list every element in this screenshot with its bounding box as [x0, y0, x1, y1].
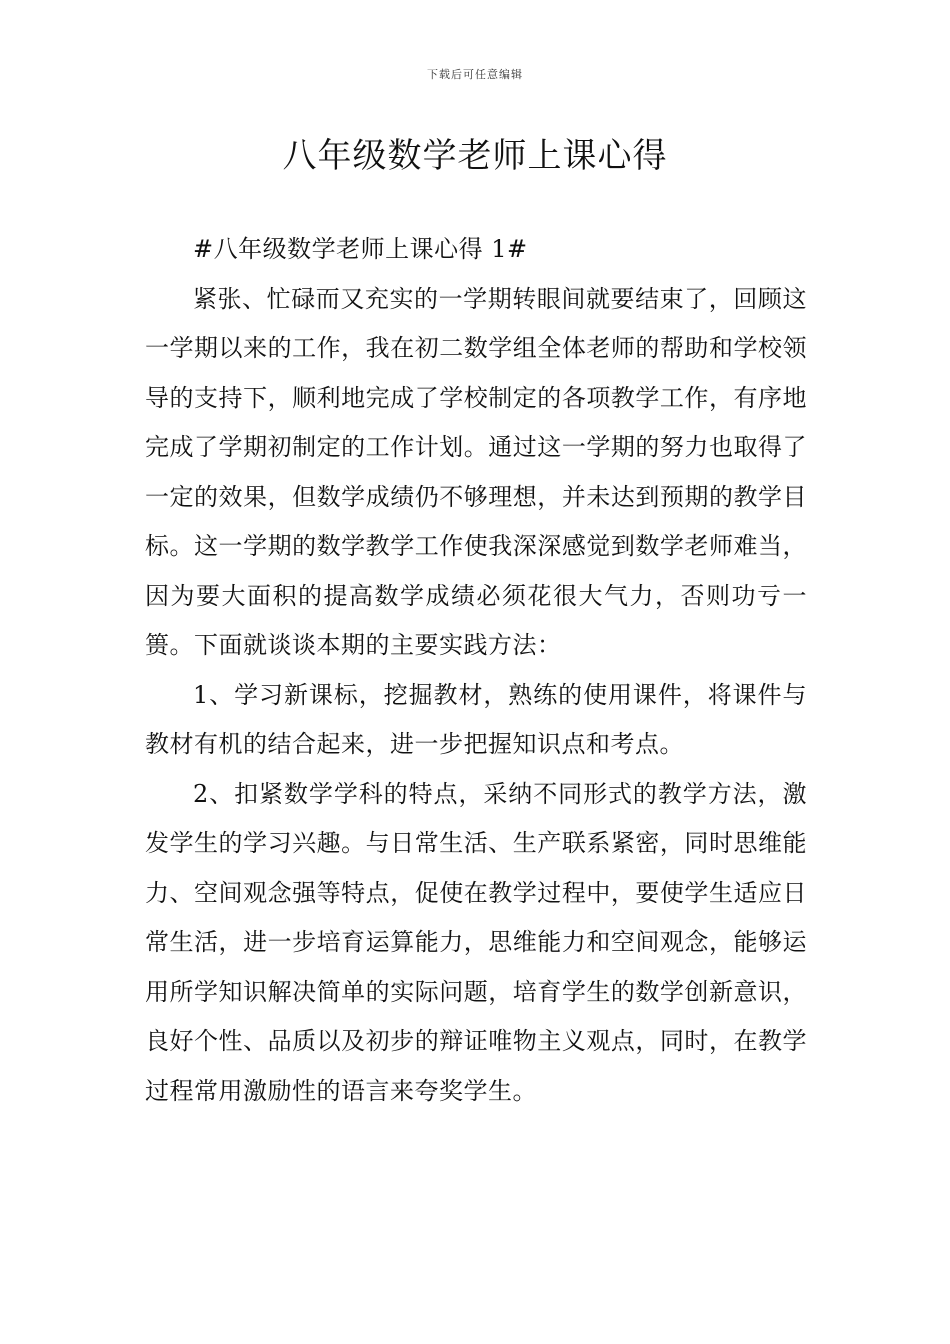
body-paragraph: 1、学习新课标，挖掘教材，熟练的使用课件，将课件与教材有机的结合起来，进一步把握知识点和考点。	[145, 680, 807, 758]
document-body	[145, 225, 807, 1116]
header-note: 下载后可任意编辑	[427, 68, 523, 81]
body-paragraph: 紧张、忙碌而又充实的一学期转眼间就要结束了，回顾这一学期以来的工作，我在初二数学组全体老师的帮助和学校领导的支持下，顺利地完成了学校制定的各项教学工作，有序地完成了学期初制定的工作计划。通过这一学期的努力也取得了一定的效果，但数学成绩仍不够理想，并未达到预期的教学目标。这一学期的数学教学工作使我深深感觉到数学老师难当，因为要大面积的提高数学成绩必须花很大气力，否则功亏一篑。下面就谈谈本期的主要实践方法：	[145, 284, 807, 659]
body-paragraph: 2、扣紧数学学科的特点，采纳不同形式的教学方法，激发学生的学习兴趣。与日常生活、生产联系紧密，同时思维能力、空间观念强等特点，促使在教学过程中，要使学生适应日常生活，进一步培育运算能力，思维能力和空间观念，能够运用所学知识解决简单的实际问题，培育学生的数学创新意识，良好个性、品质以及初步的辩证唯物主义观点，同时，在教学过程常用激励性的语言来夸奖学生。	[145, 779, 807, 1105]
document-title: 八年级数学老师上课心得	[282, 136, 668, 176]
section-heading: #八年级数学老师上课心得 1#	[193, 235, 528, 263]
